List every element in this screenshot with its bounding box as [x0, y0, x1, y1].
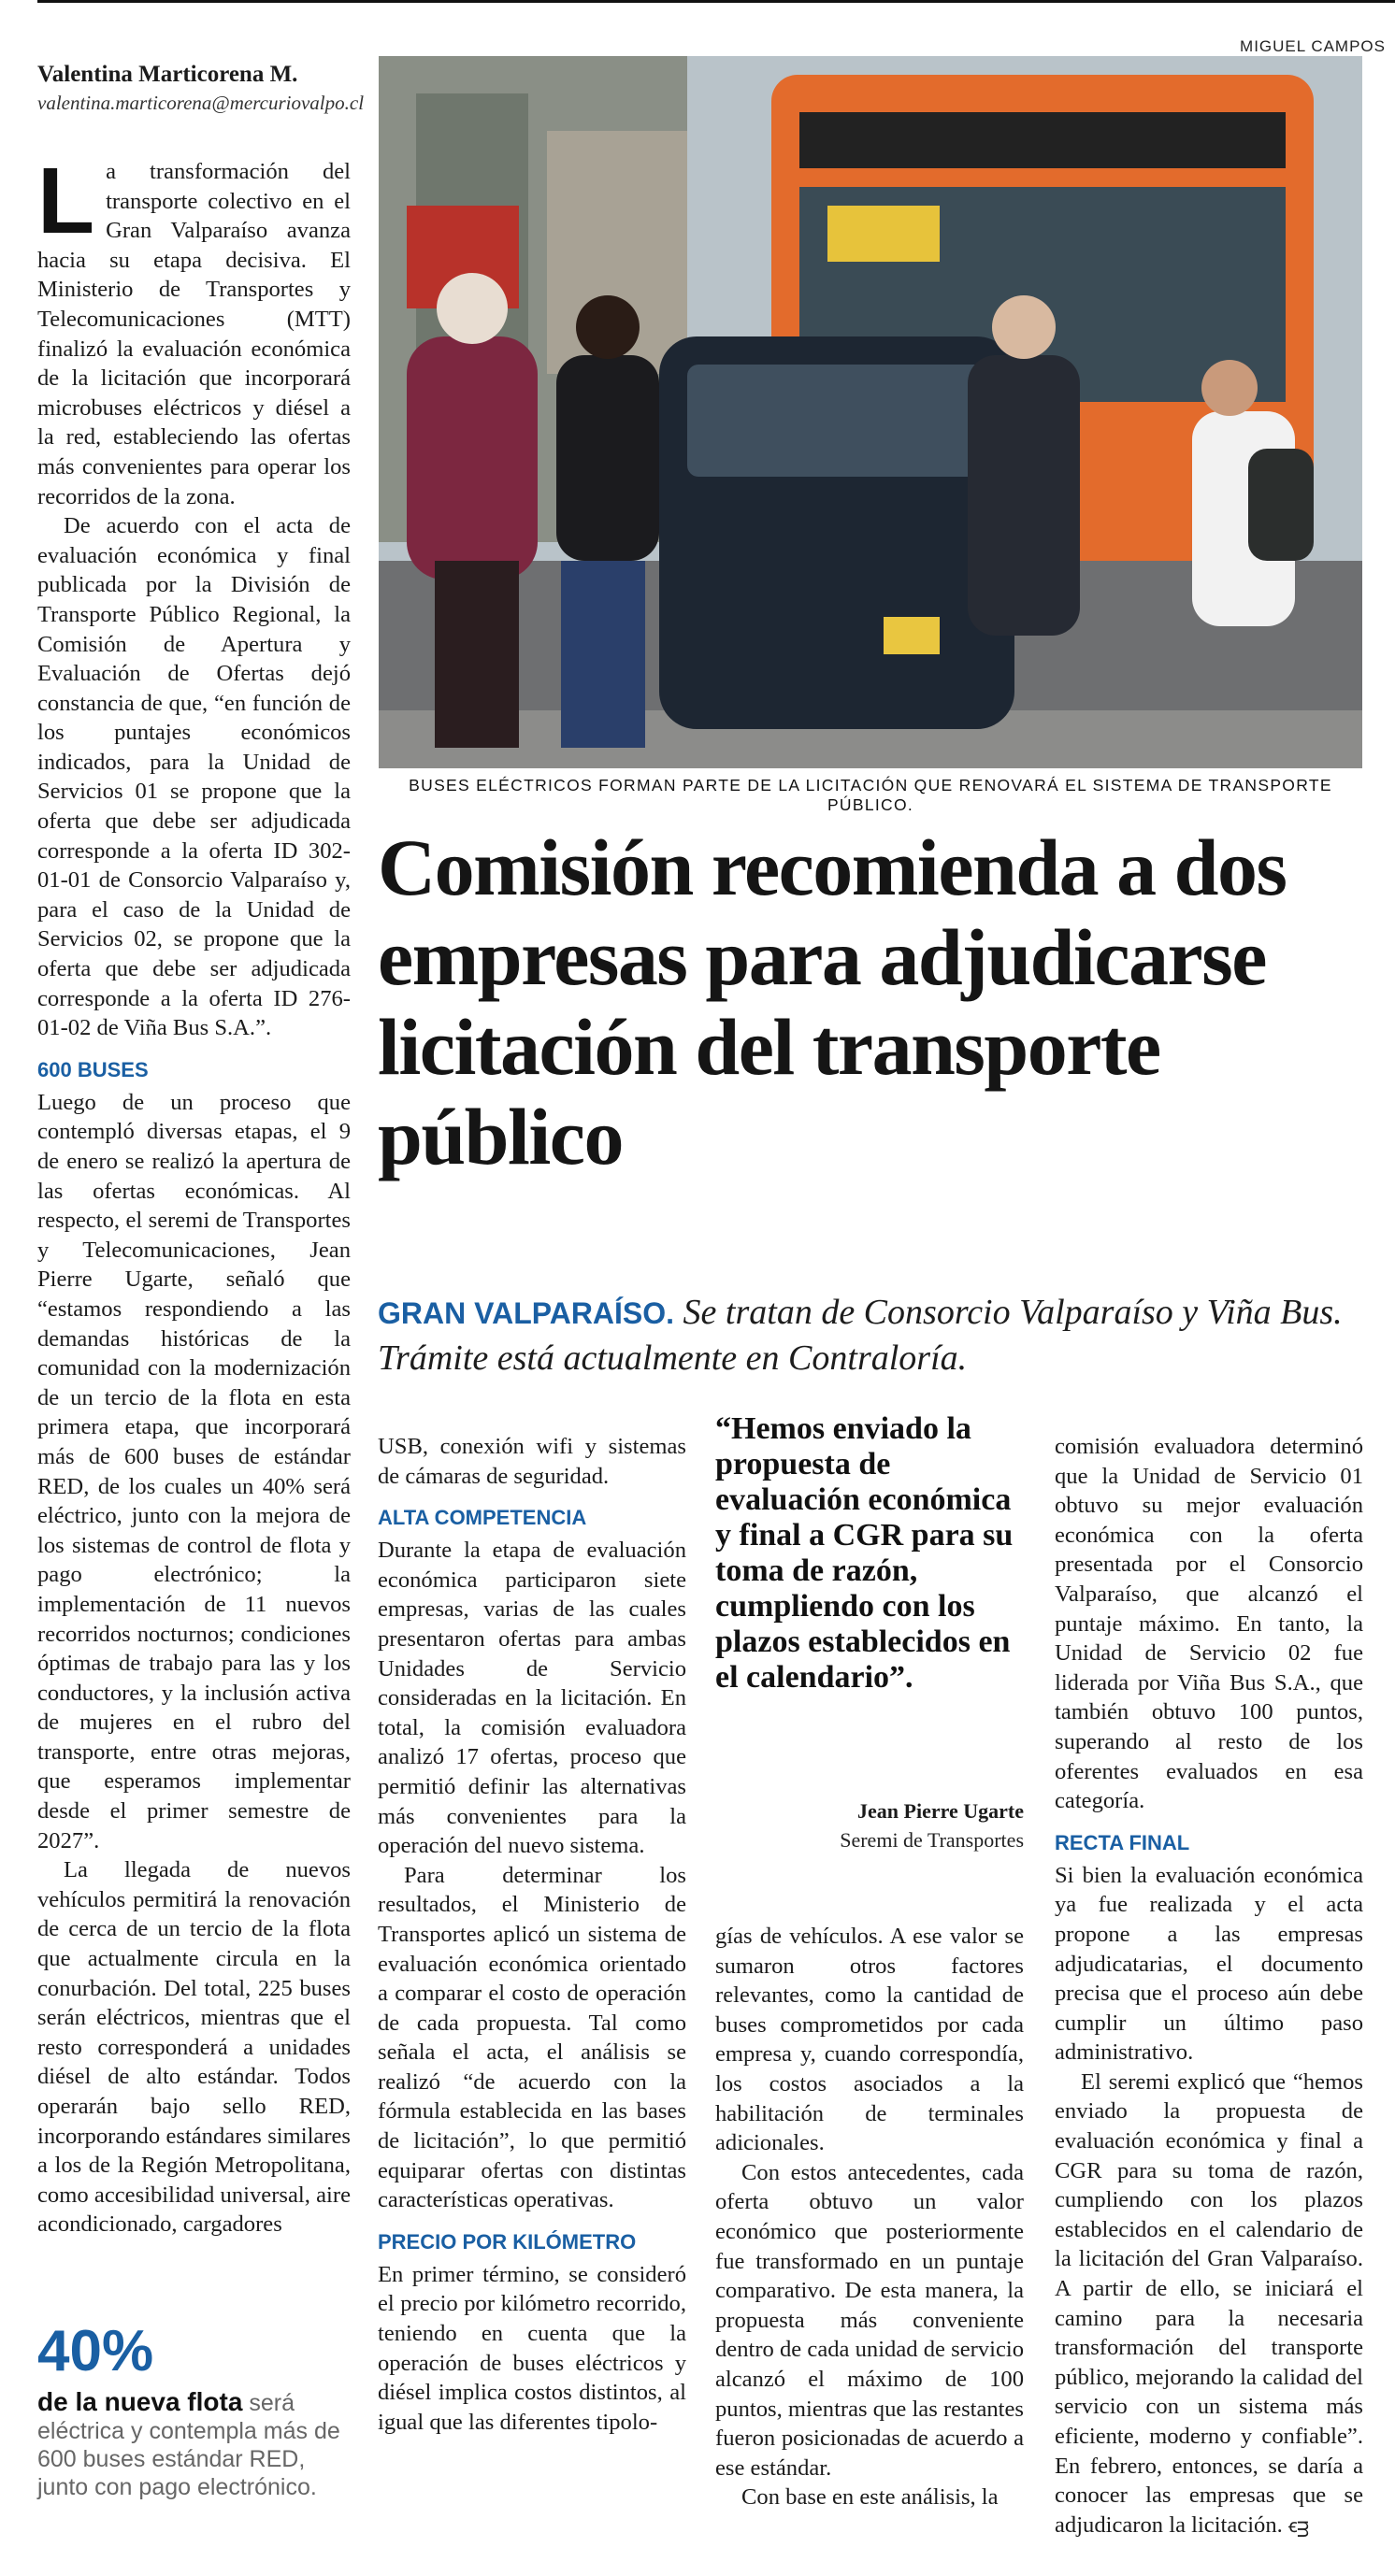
photo-credit: MIGUEL CAMPOS — [1240, 37, 1386, 55]
deck-kicker: GRAN VALPARAÍSO. — [378, 1296, 675, 1330]
subhead-600-buses: 600 BUSES — [37, 1057, 149, 1081]
paragraph: En primer término, se consideró el precio por kilómetro recorrido, teniendo en cuenta que la operación de buses eléctricos y diésel implica costos distintos, al igual que las diferentes tipolo- — [378, 2261, 686, 2435]
paragraph: Luego de un proceso que contempló diversas etapas, el 9 de enero se realizó la apertura de las ofertas económicas. Al respecto, el seremi de Transportes y Telecomunicaciones, Jean Pierre Ugarte, señaló que “estamos respondiendo a las demandas históricas de la comunidad con la modernización de un tercio de la flota en esta primera etapa, que incorporará más de 600 buses de estándar RED, de los cuales un 40% será eléctrico, junto con la mejora de los sistemas de control de flota y pago electrónico; la implementación de 11 nuevos recorridos nocturnos; condiciones óptimas de trabajo para las y los conductores, y la inclusión activa de mujeres en el rubro del transporte, entre otras mejoras, que esperamos implementar desde el primer semestre de 2027”. — [37, 1089, 351, 1853]
stat-figure: 40% — [37, 2319, 154, 2383]
photo-illustration — [379, 56, 1362, 768]
paragraph: El seremi explicó que “hemos enviado la propuesta de evaluación económica y final a CGR para su toma de razón, cumpliendo con los plazos establecidos en el calendario de la licitación del Gran Valparaíso. A partir de ello, se iniciará el camino para la necesaria transformación del transporte público, mejorando la calidad del servicio con un sistema más eficiente, moderno y confiable”. En febrero, entonces, se daría a conocer las empresas que se adjudicaron la licitación. ꞓᴟ — [1055, 2068, 1363, 2538]
photo-caption: BUSES ELÉCTRICOS FORMAN PARTE DE LA LICITACIÓN QUE RENOVARÁ EL SISTEMA DE TRANSPORTE PÚBLICO. — [409, 776, 1332, 814]
pull-quote: “Hemos enviado la propuesta de evaluación económica y final a CGR para su toma de razón, cumpliendo con los plazos establecidos en el calendario”. — [715, 1411, 1014, 1695]
byline — [37, 62, 365, 115]
subhead-precio-kilometro: PRECIO POR KILÓMETRO — [378, 2229, 637, 2254]
quote-role: Seremi de Transportes — [840, 1828, 1024, 1852]
headline: Comisión recomienda a dos empresas para adjudicarse licitación del transporte público — [378, 823, 1287, 1181]
subhead-recta-final: RECTA FINAL — [1055, 1830, 1190, 1854]
paragraph: La llegada de nuevos vehículos permitirá la renovación de cerca de un tercio de la flota que actualmente circula en la conurbación. Del total, 225 buses serán eléctricos, mientras que el resto corresponderá a unidades diésel de alto estándar. Todos operarán bajo sello RED, incorporando estándares similares a los de la Región Metropolitana, como accesibilidad universal, aire acondicionado, cargadores — [37, 1857, 351, 2238]
paragraph: De acuerdo con el acta de evaluación económica y final publicada por la División de Transporte Público Regional, la Comisión de Apertura y Evaluación de Ofertas dejó constancia de que, “en función de los puntajes económicos indicados, para la Unidad de Servicios 01 se propone que la oferta que debe ser adjudicada corresponde a la oferta ID 302-01-01 de Consorcio Valparaíso y, para el caso de la Unidad de Servicios 02, se propone que la oferta que debe ser adjudicada corresponde a la oferta ID 276-01-02 de Viña Bus S.A.”. — [37, 513, 351, 1041]
paragraph: Con base en este análisis, la — [741, 2484, 999, 2511]
paragraph: Con estos antecedentes, cada oferta obtuvo un valor económico que posteriormente fue transformado en un puntaje comparativo. De esta manera, la propuesta más conveniente dentro de cada unidad de servicio alcanzó el máximo de 100 puntos, mientras que las restantes fueron posicionadas de acuerdo a ese estándar. — [715, 2159, 1024, 2481]
bus-street-photo — [379, 56, 1362, 768]
paragraph: gías de vehículos. A ese valor se sumaron otros factores relevantes, como la cantidad de buses comprometidos por cada empresa y, cuando correspondía, los costos asociados a la habilitación de terminales adicionales. — [715, 1924, 1024, 2156]
stat-description — [37, 2388, 346, 2501]
quote-author: Jean Pierre Ugarte — [857, 1799, 1024, 1823]
author-email: valentina.marticorena@mercuriovalpo.cl — [37, 92, 365, 114]
paragraph: La transformación del transporte colectivo en el Gran Valparaíso avanza hacia su etapa decisiva. El Ministerio de Transportes y Telecomunicaciones (MTT) finalizó la evaluación económica de la licitación que incorporará microbuses eléctricos y diésel a la red, estableciendo las ofertas más convenientes para operar los recorridos de la zona. — [37, 149, 351, 509]
stat-lead: de la nueva flota — [37, 2387, 243, 2416]
paragraph: Si bien la evaluación económica ya fue realizada y el acta propone a las empresas adjudicatarias, el documento precisa que el proceso aún debe cumplir un último paso administrativo. — [1055, 1862, 1363, 2066]
drop-cap: L — [37, 149, 95, 253]
deck-summary: Se tratan de Consorcio Valparaíso y Viña Bus. Trámite está actualmente en Contraloría. — [378, 1293, 1343, 1378]
paragraph: Durante la etapa de evaluación económica participaron siete empresas, varias de las cuales presentaron ofertas para ambas Unidades de Servicio consideradas en la licitación. En total, la comisión evaluadora analizó 17 ofertas, proceso que permitió definir las alternativas más convenientes para la operación del nuevo sistema. — [378, 1538, 686, 1859]
top-rule — [37, 0, 1395, 3]
paragraph: USB, conexión wifi y sistemas de cámaras de seguridad. — [378, 1434, 686, 1489]
deck — [378, 1290, 1369, 1381]
paragraph: comisión evaluadora determinó que la Unidad de Servicio 01 obtuvo su mejor evaluación económica con la oferta presentada por el Consorcio Valparaíso, que alcanzó el puntaje máximo. En tanto, la Unidad de Servicio 02 fue liderada por Viña Bus S.A., que también obtuvo 100 puntos, superando al resto de los oferentes evaluados en esa categoría. — [1055, 1434, 1363, 1814]
column-4 — [1055, 1432, 1363, 2540]
subhead-alta-competencia: ALTA COMPETENCIA — [378, 1506, 587, 1530]
end-mark-icon: ꞓᴟ — [1287, 2513, 1310, 2537]
stat-text: será eléctrica y contempla más de 600 buses estándar RED, junto con pago electrónico. — [37, 2390, 340, 2500]
column-2 — [378, 1432, 686, 2437]
author-name: Valentina Marticorena M. — [37, 62, 298, 87]
column-3 — [715, 1922, 1024, 2512]
column-1 — [37, 149, 351, 2240]
paragraph: Para determinar los resultados, el Ministerio de Transportes aplicó un sistema de evaluación económica orientado a comparar el costo de operación de cada propuesta. Tal como señala el acta, el análisis se realizó “de acuerdo con la fórmula establecida en las bases de licitación”, lo que permitió equiparar ofertas con distintas características operativas. — [378, 1862, 686, 2213]
